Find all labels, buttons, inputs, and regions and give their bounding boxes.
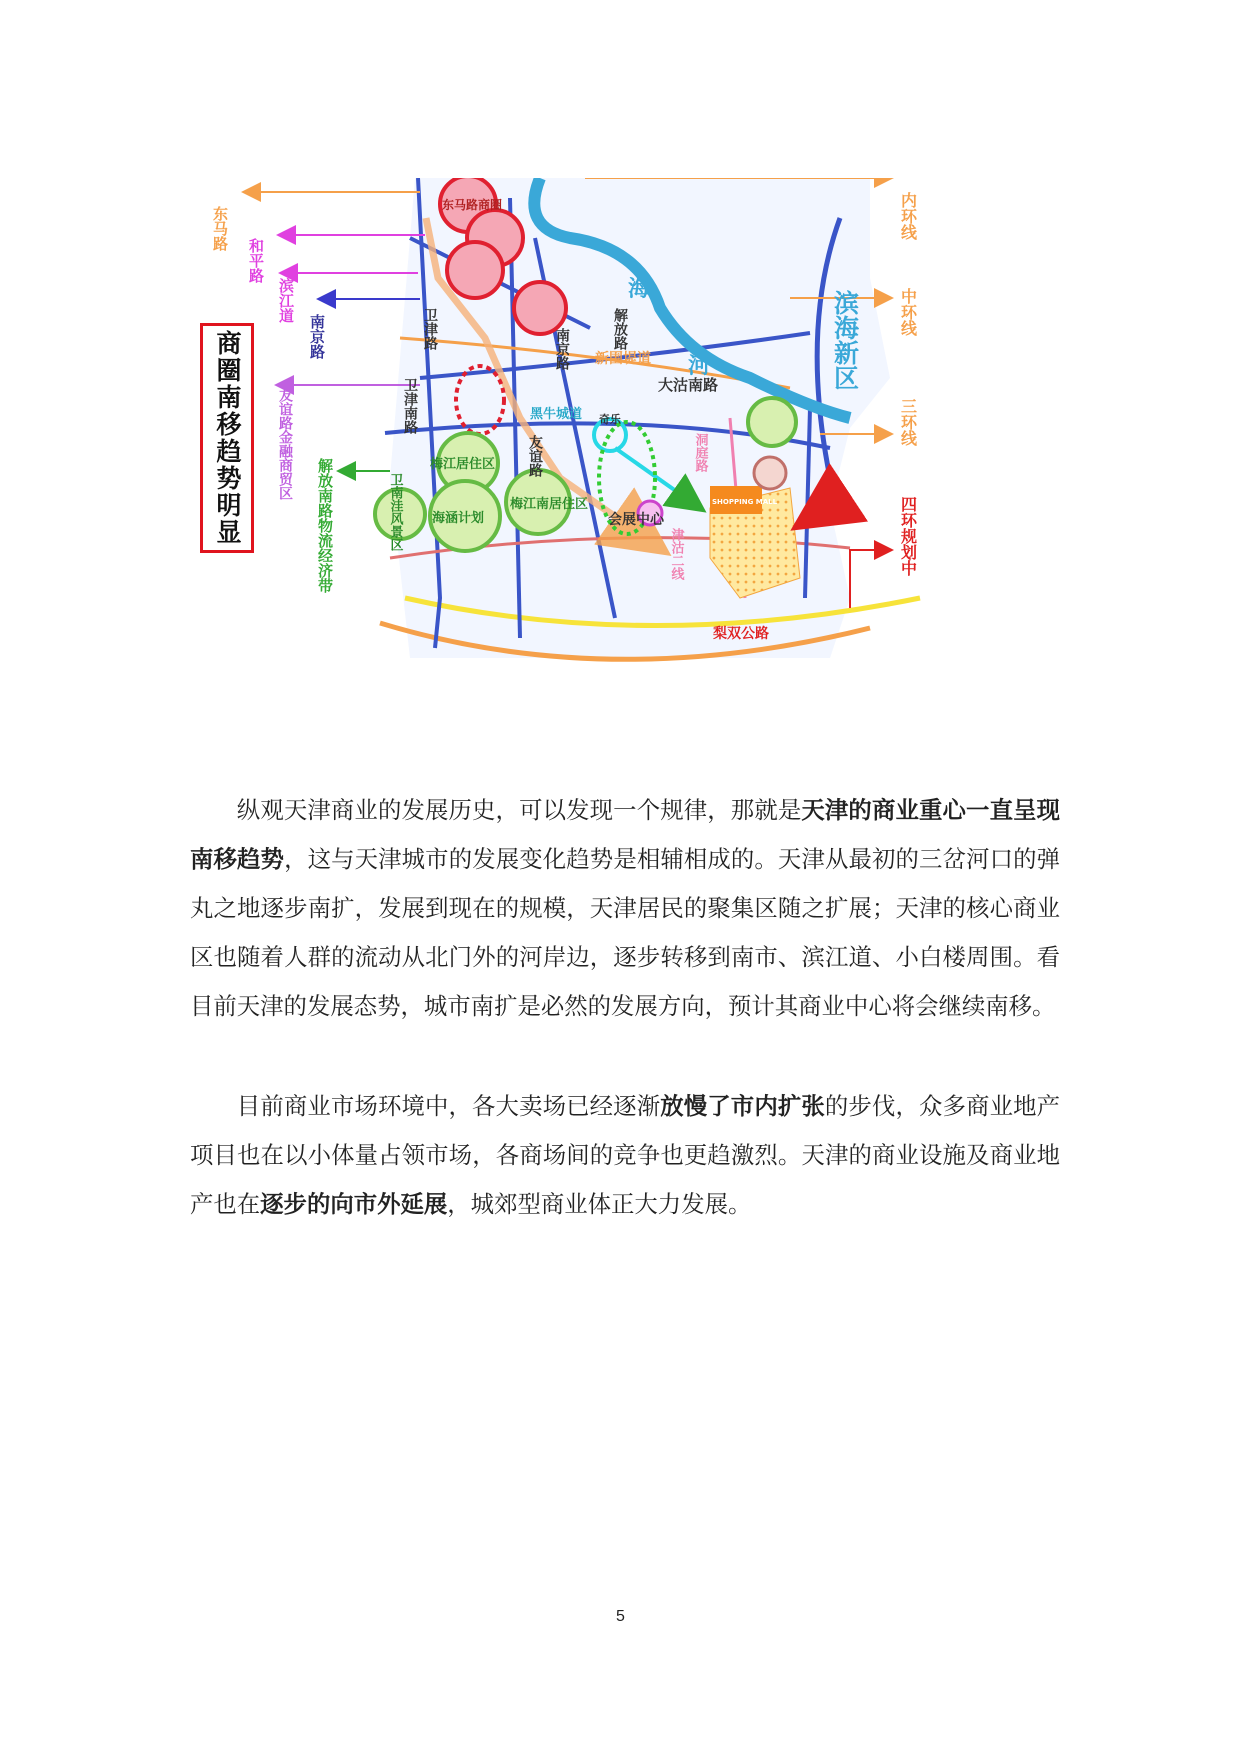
label-hai: 海 [628,277,651,302]
map-svg [190,178,1060,723]
label-weinan: 卫南洼风景区 [387,473,403,551]
p2-bold-2: 逐步的向市外延展 [260,1190,448,1218]
label-xinwei: 新围堤道 [595,351,651,367]
label-dagu: 大沽南路 [658,376,719,394]
circle-xiaobailou [514,282,566,334]
page-number: 5 [616,1608,625,1625]
label-sihuan: 四环规划中 [898,496,918,576]
label-heiniucheng: 黑牛城道 [530,407,583,422]
label-heping: 和平路 [247,238,265,283]
label-jiefang-wuliu: 解放南路物流经济带 [316,458,334,593]
arrow-sihuan [850,550,890,608]
label-weijin-nan: 卫津南路 [402,378,418,434]
paragraph-2 [190,1082,1060,1229]
p2-text-e: ，城郊型商业体正大力发展。 [447,1190,752,1218]
label-binhai: 滨海新区 [830,290,860,390]
circle-fenglin [748,398,796,446]
side-caption-text: 商圈南移趋势明显 [213,330,242,546]
p2-text-a: 目前商业市场环境中，各大卖场已经逐渐 [236,1092,661,1120]
label-youyi-jinrong: 友谊路金融商贸区 [277,388,293,500]
circle-binjiang [447,242,503,298]
p1-bold: 天津的商业重心一直呈现南移趋势 [190,796,1061,873]
p2-text-c: 的步伐，众多商业地产项目也在以小体量占领市场，各商场间的竞争也更趋激烈。天津的商业设施及商业地产也在 [190,1092,1061,1218]
label-huizhan: 会展中心 [608,512,664,528]
label-nanjing-road: 南京路 [554,328,570,370]
label-lishuang: 梨双公路 [713,626,769,642]
label-jiefang-road: 解放路 [612,308,628,350]
label-dongma-circle: 东马路商圈 [442,198,503,212]
side-caption-box [200,323,254,553]
commercial-map-figure [190,178,1060,723]
label-dongting: 洞庭路 [692,433,708,472]
paragraph-1 [190,786,1060,1031]
label-haihan: 海涵计划 [432,511,485,526]
label-sanhuan: 三环线 [898,398,918,446]
label-meijiang-south: 梅江南居住区 [510,497,589,512]
label-nanjing: 南京路 [308,314,326,359]
label-binjiang: 滨江道 [277,278,295,323]
p1-text-a: 纵观天津商业的发展历史，可以发现一个规律，那就是 [236,796,802,824]
label-shopping-mall: SHOPPING MALL [712,498,778,506]
label-weijin: 卫津路 [422,308,438,350]
circle-metro [754,457,786,489]
label-zhonghuan: 中环线 [898,288,918,336]
label-youyi-road: 友谊路 [527,435,543,477]
p1-text-c: ，这与天津城市的发展变化趋势是相辅相成的。天津从最初的三岔河口的弹丸之地逐步南扩，发展到现在的规模，天津居民的聚集区随之扩展；天津的核心商业区也随着人群的流动从北门外的河岸边，逐步转移到南市、滨江道、小白楼周围。看目前天津的发展态势，城市南扩是必然的发展方向，预计其商业中心将会继续南移。 [190,845,1061,1020]
label-qile: 奇乐 [599,413,621,426]
label-he: 河 [688,354,711,379]
p2-bold-1: 放慢了市内扩张 [660,1092,825,1120]
label-neihuan: 内环线 [898,192,918,240]
label-jingu: 津沽二线 [668,528,684,580]
label-meijiang: 梅江居住区 [430,457,496,472]
label-dongma: 东马路 [211,206,229,251]
